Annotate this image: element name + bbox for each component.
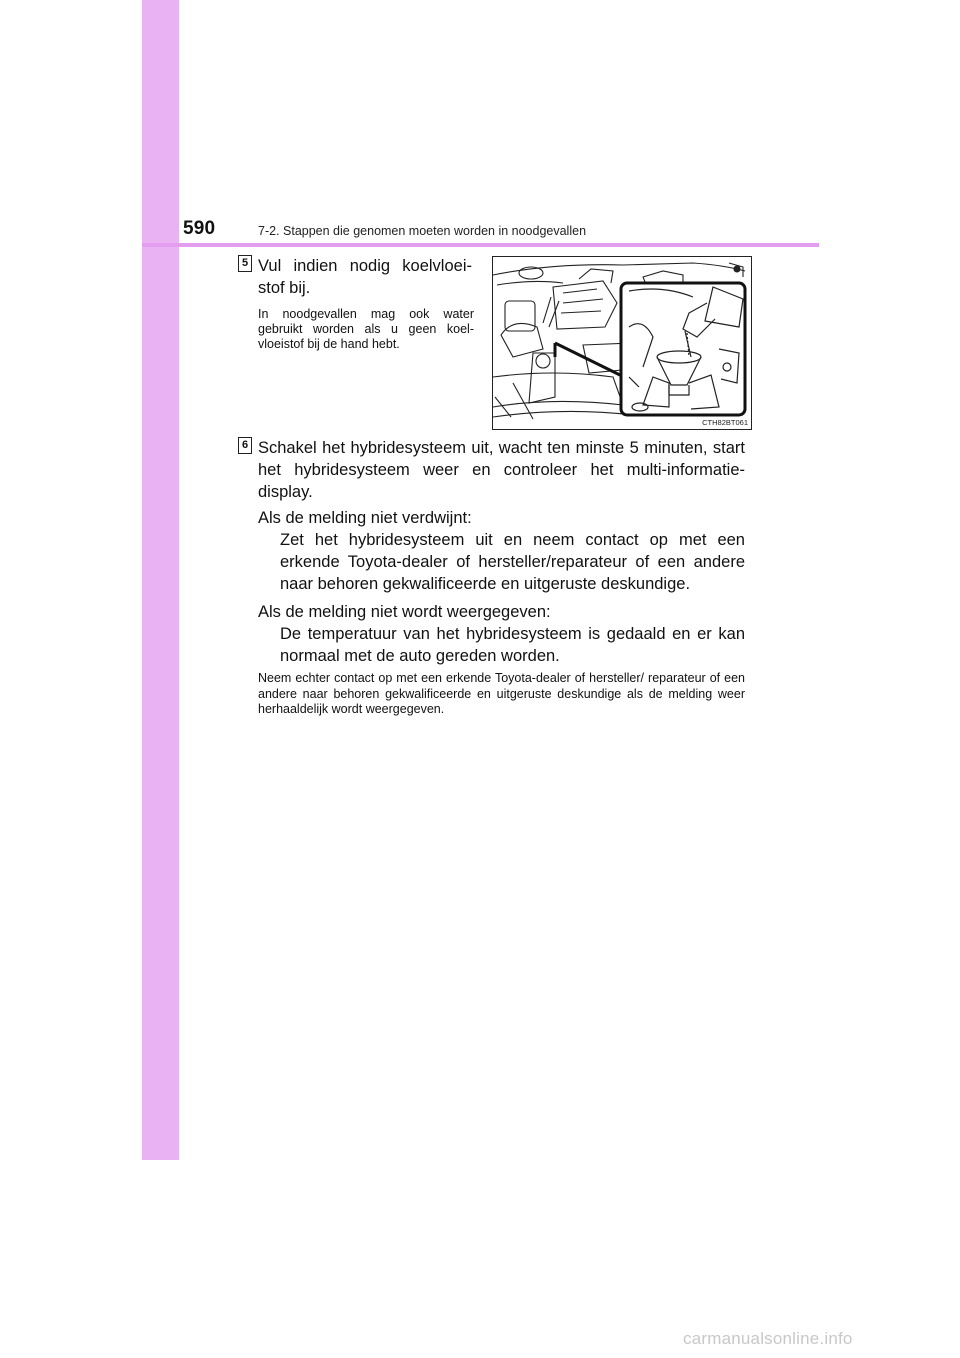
illustration-drawing (493, 257, 751, 429)
condition-2-label: Als de melding niet wordt weergegeven: (258, 603, 551, 621)
page-number: 590 (183, 218, 216, 239)
condition-2-text: De temperatuur van het hybridesysteem is gedaald en er kan normaal met de auto gereden worden. (280, 625, 745, 665)
condition-1-text: Zet het hybridesysteem uit en neem contact op met een erkende Toyota-dealer of hersteller/reparateur of een andere naar behoren gekwalificeerde en uitgeruste deskundige. (280, 531, 745, 593)
step-5-text: Vul indien nodig koelvloei-stof bij. (258, 257, 472, 297)
header-rule (142, 243, 819, 247)
side-tab-band (142, 0, 179, 1160)
footnote: Neem echter contact op met een erkende Toyota-dealer of hersteller/ reparateur of een andere naar behoren gekwalificeerde en uitgeruste deskundige als de melding weer herhaaldelijk wordt weergegeven. (258, 671, 745, 716)
step-6-text: Schakel het hybridesysteem uit, wacht ten minste 5 minuten, start het hybridesysteem weer en controleer het multi-informatie-display. (258, 439, 745, 501)
section-title: 7-2. Stappen die genomen moeten worden in noodgevallen (258, 224, 587, 238)
engine-bay-coolant-refill-illustration (492, 256, 752, 430)
watermark: carmanualsonline.info (683, 1329, 853, 1348)
figure-code: CTH82BT061 (702, 418, 748, 427)
condition-1-label: Als de melding niet verdwijnt: (258, 509, 472, 527)
step-5-badge: 5 (238, 255, 252, 272)
step-6-badge: 6 (238, 437, 252, 454)
step-5-note: In noodgevallen mag ook water gebruikt worden als u geen koel-vloeistof bij de hand hebt. (258, 307, 474, 351)
